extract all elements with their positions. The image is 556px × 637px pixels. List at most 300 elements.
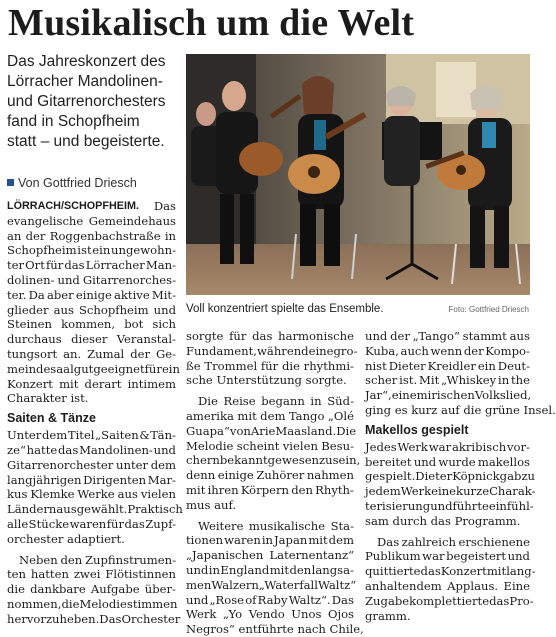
word: ungewohn- bbox=[111, 243, 176, 258]
word: Charak- bbox=[489, 484, 536, 499]
word: hatte bbox=[26, 442, 58, 457]
word: aus bbox=[509, 329, 530, 343]
word: Schopfheim bbox=[78, 302, 149, 317]
word: Guapa“ bbox=[186, 423, 230, 438]
body-line bbox=[365, 579, 530, 594]
word: alle bbox=[7, 516, 29, 531]
body-line bbox=[7, 473, 176, 488]
word: durchaus bbox=[7, 332, 62, 347]
body-line bbox=[365, 535, 530, 550]
word: Praktisch bbox=[127, 502, 183, 517]
word: Gitarrenorches- bbox=[82, 272, 176, 287]
word: evangelische bbox=[7, 213, 84, 228]
word: Melodie bbox=[186, 438, 234, 453]
body-line bbox=[186, 359, 354, 374]
word: zu bbox=[319, 453, 333, 468]
word: und bbox=[153, 302, 176, 317]
body-line bbox=[7, 487, 176, 502]
word: Unos bbox=[291, 607, 322, 622]
body-line bbox=[365, 388, 530, 403]
word: Publikum bbox=[365, 549, 421, 564]
word: dem bbox=[41, 428, 68, 443]
word: makellos bbox=[477, 454, 530, 469]
word: amerika bbox=[186, 408, 234, 423]
body-line: Charakter ist. bbox=[7, 391, 89, 406]
word: tionen bbox=[186, 533, 224, 548]
word: war bbox=[428, 439, 452, 454]
word: Gitarrenorchester bbox=[7, 457, 114, 472]
word: Steinen bbox=[7, 317, 52, 332]
word: Waltz“ bbox=[317, 577, 357, 592]
word: of bbox=[245, 592, 257, 607]
word: vor- bbox=[506, 439, 530, 454]
body-line bbox=[7, 443, 176, 458]
word: das bbox=[489, 593, 510, 608]
word: Werke bbox=[77, 487, 115, 502]
word: aber bbox=[46, 287, 74, 302]
body-line: mus auf. bbox=[186, 497, 237, 512]
word: von bbox=[229, 423, 251, 438]
word: Volkslied, bbox=[474, 388, 532, 403]
word: in bbox=[310, 394, 322, 409]
byline-square-icon bbox=[7, 179, 14, 186]
concert-photo bbox=[186, 54, 530, 295]
word: ze“ bbox=[7, 442, 26, 457]
word: anhaltendem bbox=[365, 578, 442, 593]
word: Trommel bbox=[204, 358, 258, 373]
word: sein, bbox=[332, 453, 361, 468]
word: und bbox=[413, 454, 437, 469]
word: den bbox=[289, 562, 312, 577]
word: Melodiestimmen bbox=[79, 596, 178, 611]
word: Kuba, bbox=[365, 343, 399, 358]
word: der bbox=[130, 346, 151, 361]
word: stammt bbox=[462, 329, 507, 343]
word: und bbox=[186, 562, 209, 577]
body-line bbox=[7, 377, 176, 392]
word: irischen bbox=[427, 388, 475, 403]
body-line bbox=[365, 373, 530, 388]
teaser-line: fand in Schopfheim bbox=[7, 113, 140, 130]
word: ten bbox=[7, 567, 26, 582]
body-line bbox=[7, 199, 176, 214]
word: in bbox=[497, 373, 510, 388]
word: die bbox=[61, 596, 80, 611]
word: ist bbox=[77, 243, 92, 258]
word: sich bbox=[152, 317, 176, 332]
word: Applaus. bbox=[447, 578, 499, 593]
word: „Yo bbox=[222, 607, 243, 622]
word: Zugabe bbox=[365, 593, 410, 608]
word: begann bbox=[261, 394, 305, 409]
word: Deut- bbox=[497, 358, 530, 373]
body-line bbox=[7, 502, 183, 517]
word: über- bbox=[144, 582, 176, 597]
word: Walzern bbox=[211, 577, 259, 592]
body-line bbox=[186, 483, 354, 498]
word: Ge- bbox=[155, 346, 176, 361]
body-line bbox=[7, 611, 181, 627]
word: nist bbox=[365, 358, 387, 373]
word: Reise bbox=[223, 394, 256, 409]
word: Klemke bbox=[30, 487, 75, 502]
word: Mar- bbox=[147, 472, 176, 487]
subheading: Makellos gespielt bbox=[365, 422, 469, 437]
word: kus bbox=[7, 487, 28, 502]
word: dieser bbox=[71, 332, 108, 347]
word: ße bbox=[186, 358, 201, 373]
word: wenn bbox=[430, 343, 463, 358]
body-line: ging es kurz auf die grüne Insel. bbox=[365, 402, 556, 417]
word: war bbox=[422, 549, 445, 564]
body-line bbox=[365, 593, 534, 609]
word: der bbox=[390, 329, 410, 343]
word: für bbox=[229, 329, 247, 343]
word: einige bbox=[75, 287, 112, 302]
word: auch bbox=[400, 343, 429, 358]
word: Jedes bbox=[365, 439, 397, 454]
word: Das bbox=[377, 534, 400, 549]
body-line bbox=[7, 582, 176, 597]
word: Tango bbox=[288, 408, 325, 423]
body-line bbox=[365, 549, 530, 564]
word: zahlreich bbox=[401, 534, 456, 549]
word: das bbox=[58, 442, 79, 457]
word: den bbox=[60, 552, 83, 567]
body-line bbox=[365, 498, 534, 514]
word: und bbox=[153, 442, 176, 457]
word: Kreidler bbox=[427, 358, 476, 373]
dateline: LÖRRACH/SCHOPFHEIM. bbox=[7, 200, 139, 212]
body-line bbox=[186, 533, 354, 548]
body-line: orchester adaptiert. bbox=[7, 531, 125, 546]
word: Dieter bbox=[415, 469, 453, 484]
word: in bbox=[164, 228, 176, 243]
word: Veranstal- bbox=[116, 332, 176, 347]
body-line bbox=[186, 593, 354, 608]
word: Zuhörer bbox=[256, 468, 305, 483]
ensemble-photo-illustration bbox=[186, 54, 530, 295]
body-line bbox=[365, 564, 536, 579]
word: ein bbox=[161, 361, 180, 376]
body-line bbox=[7, 229, 176, 244]
body-line bbox=[186, 519, 354, 534]
word: Mit- bbox=[151, 287, 176, 302]
word: Lörracher bbox=[85, 258, 145, 273]
word: Werk bbox=[186, 607, 217, 622]
body-line: gramm. bbox=[365, 608, 411, 623]
word: die bbox=[281, 358, 300, 373]
word: dankbare bbox=[30, 582, 86, 597]
word: zwei bbox=[73, 567, 101, 582]
word: während bbox=[256, 343, 309, 358]
word: Zumal bbox=[87, 346, 125, 361]
word: und bbox=[507, 549, 530, 564]
word: terisierung bbox=[365, 498, 431, 513]
body-line bbox=[7, 361, 180, 377]
word: bot bbox=[124, 317, 144, 332]
body-line bbox=[365, 440, 530, 455]
word: Maasland. bbox=[275, 423, 337, 438]
word: kurze bbox=[456, 484, 490, 499]
word: aus bbox=[117, 487, 138, 502]
word: ter bbox=[7, 258, 25, 273]
word: „Japanischen bbox=[186, 548, 264, 563]
body-line: sam durch das Programm. bbox=[365, 513, 521, 528]
body-line bbox=[7, 214, 176, 229]
word: ein bbox=[477, 358, 496, 373]
word: komplettierte bbox=[409, 593, 490, 608]
word: Neben bbox=[19, 552, 58, 567]
word: Ort bbox=[25, 258, 45, 273]
word: Laternentanz“ bbox=[269, 548, 354, 563]
author-name: Von Gottfried Driesch bbox=[18, 176, 137, 190]
word: Aufgabe bbox=[90, 582, 140, 597]
word: vielen bbox=[140, 487, 176, 502]
word: scheint bbox=[236, 438, 280, 453]
body-line bbox=[7, 428, 176, 443]
word: „Waterfall bbox=[258, 577, 318, 592]
body-line bbox=[186, 468, 354, 483]
teaser-line: Lörracher Mandolinen- bbox=[7, 73, 163, 90]
word: ein bbox=[92, 243, 111, 258]
body-line bbox=[365, 359, 530, 374]
word: Titel bbox=[67, 428, 95, 443]
word: dem bbox=[328, 533, 354, 548]
word: und bbox=[365, 329, 388, 343]
word: glieder bbox=[7, 302, 49, 317]
subheading: Saiten & Tänze bbox=[7, 411, 96, 426]
word: Pro- bbox=[509, 593, 534, 608]
word: eine bbox=[308, 343, 334, 358]
word: „Tango“ bbox=[412, 329, 460, 343]
word: tungsort bbox=[7, 346, 58, 361]
word: mit bbox=[486, 564, 507, 579]
word: Gemeindehaus bbox=[88, 213, 176, 228]
word: Stücke bbox=[28, 516, 70, 531]
article-column-1 bbox=[7, 199, 183, 627]
word: Süd- bbox=[327, 394, 354, 409]
word: ihren bbox=[207, 482, 239, 497]
word: denn bbox=[186, 468, 216, 483]
word: Zupf- bbox=[145, 516, 176, 531]
body-line bbox=[186, 453, 361, 468]
body-line bbox=[186, 577, 357, 593]
body-line bbox=[7, 317, 176, 332]
word: in bbox=[208, 562, 220, 577]
word: für bbox=[45, 258, 64, 273]
word: rhythmi- bbox=[303, 358, 354, 373]
body-line bbox=[7, 567, 176, 582]
body-line bbox=[365, 329, 530, 344]
word: Das bbox=[331, 592, 354, 607]
word: das bbox=[420, 564, 441, 579]
word: Kompo- bbox=[485, 343, 530, 358]
word: gro- bbox=[333, 343, 358, 358]
word: gut bbox=[73, 361, 94, 376]
word: nommen, bbox=[7, 596, 62, 611]
word: „Olé bbox=[327, 408, 354, 423]
word: Das bbox=[99, 611, 122, 626]
word: England bbox=[220, 562, 270, 577]
word: hervorzuheben. bbox=[7, 611, 100, 626]
word: Rhyth- bbox=[315, 482, 354, 497]
word: & bbox=[139, 428, 150, 443]
body-line bbox=[186, 329, 354, 344]
word: dem bbox=[150, 457, 176, 472]
word: intimem bbox=[127, 376, 176, 391]
word: begeistert bbox=[446, 549, 507, 564]
word: das bbox=[124, 516, 145, 531]
word: und bbox=[57, 272, 80, 287]
word: geeignet bbox=[93, 361, 145, 376]
body-line bbox=[7, 258, 176, 273]
word: vielen bbox=[282, 438, 318, 453]
word: zu bbox=[521, 469, 536, 484]
word: Unter bbox=[7, 428, 42, 443]
word: Besu- bbox=[321, 438, 354, 453]
body-text: Das bbox=[150, 199, 176, 213]
photo-caption: Voll konzentriert spielte das Ensemble. bbox=[186, 303, 384, 315]
word: ist. bbox=[399, 373, 418, 388]
word: dem bbox=[260, 408, 286, 423]
word: nahmen bbox=[306, 468, 354, 483]
headline: Musikalisch um die Welt bbox=[8, 2, 415, 44]
word: die bbox=[7, 582, 25, 597]
word: waren bbox=[69, 516, 107, 531]
word: Fundament, bbox=[186, 343, 257, 358]
body-line bbox=[7, 243, 176, 258]
word: meindesaal bbox=[7, 361, 74, 376]
word: Konzert bbox=[440, 564, 487, 579]
body-line bbox=[7, 347, 176, 362]
article-column-3 bbox=[365, 329, 556, 623]
word: Flötistinnen bbox=[105, 567, 176, 582]
word: für bbox=[144, 361, 162, 376]
author-byline bbox=[7, 176, 187, 190]
word: ter. bbox=[7, 287, 27, 302]
word: für bbox=[106, 516, 125, 531]
word: Konzert bbox=[7, 376, 53, 391]
word: einige bbox=[217, 468, 254, 483]
word: kommen, bbox=[61, 317, 116, 332]
word: und bbox=[430, 498, 453, 513]
word: mit bbox=[237, 408, 257, 423]
word: Weitere bbox=[198, 518, 244, 533]
word: gewesen bbox=[267, 453, 320, 468]
article-column-2 bbox=[186, 329, 364, 637]
body-line: sche Unterstützung sorgte. bbox=[186, 373, 347, 388]
word: Orchester bbox=[121, 611, 181, 626]
body-line bbox=[365, 344, 530, 359]
body-line: Negros“ entführte nach Chile, bbox=[186, 622, 364, 637]
body-line bbox=[7, 553, 176, 568]
word: und bbox=[186, 592, 209, 607]
word: führte bbox=[452, 498, 489, 513]
word: Schopfheim bbox=[7, 243, 77, 258]
word: Werk bbox=[397, 439, 428, 454]
word: Waltz“. bbox=[288, 592, 331, 607]
word: bereitet bbox=[365, 454, 412, 469]
word: Ojos bbox=[327, 607, 354, 622]
word: der bbox=[463, 343, 484, 358]
word: für bbox=[260, 358, 279, 373]
body-line bbox=[186, 343, 358, 359]
word: Jar“, bbox=[365, 388, 392, 403]
word: men bbox=[186, 577, 212, 592]
word: derart bbox=[84, 376, 122, 391]
body-line bbox=[7, 332, 176, 347]
teaser-line: und Gitarrenorchesters bbox=[7, 93, 166, 110]
word: den bbox=[291, 482, 313, 497]
body-line bbox=[7, 517, 176, 532]
word: Raby bbox=[257, 592, 288, 607]
word: Roggenbachstraße bbox=[49, 228, 161, 243]
word: unter bbox=[116, 457, 149, 472]
word: das bbox=[252, 329, 273, 343]
body-line bbox=[186, 409, 354, 424]
body-line bbox=[7, 597, 176, 612]
word: ausgewählt. bbox=[56, 502, 128, 517]
word: „Rose bbox=[209, 592, 245, 607]
word: quittierte bbox=[365, 564, 421, 579]
word: einfühl- bbox=[488, 498, 534, 513]
word: gespielt. bbox=[365, 469, 416, 484]
word: Körpern bbox=[240, 482, 289, 497]
word: hatten bbox=[30, 567, 69, 582]
word: aktive bbox=[113, 287, 150, 302]
word: waren bbox=[224, 533, 261, 548]
word: Dirigenten bbox=[83, 472, 147, 487]
body-line bbox=[365, 484, 536, 499]
word: jedem bbox=[365, 484, 401, 499]
body-line bbox=[365, 469, 536, 484]
body-line bbox=[7, 303, 176, 318]
word: Zupfinstrumen- bbox=[84, 552, 176, 567]
word: Mandolinen- bbox=[79, 442, 153, 457]
teaser bbox=[7, 52, 187, 152]
word: das bbox=[64, 258, 85, 273]
word: mit bbox=[186, 482, 206, 497]
word: mit bbox=[308, 533, 328, 548]
photo-credit: Foto: Gottfried Driesch bbox=[448, 305, 529, 314]
word: „Whiskey bbox=[441, 373, 497, 388]
word: Japan bbox=[273, 533, 308, 548]
word: wurde bbox=[438, 454, 476, 469]
body-line bbox=[7, 288, 176, 303]
word: aus bbox=[53, 302, 74, 317]
word: dolinen- bbox=[7, 272, 55, 287]
word: Dieter bbox=[388, 358, 426, 373]
word: the bbox=[511, 373, 530, 388]
word: Köpnick bbox=[452, 469, 500, 484]
word: musikalische bbox=[248, 518, 326, 533]
body-line bbox=[186, 439, 354, 454]
word: gab bbox=[499, 469, 522, 484]
word: langsa- bbox=[311, 562, 354, 577]
word: sorgte bbox=[186, 329, 224, 343]
word: Da bbox=[28, 287, 45, 302]
word: Man- bbox=[145, 258, 176, 273]
body-line bbox=[7, 273, 176, 288]
word: langjährigen bbox=[7, 472, 82, 487]
word: Tän- bbox=[150, 428, 176, 443]
word: mit bbox=[269, 562, 290, 577]
body-line bbox=[365, 455, 530, 470]
word: „Saiten bbox=[95, 428, 139, 443]
word: der bbox=[25, 228, 46, 243]
word: an bbox=[7, 228, 22, 243]
